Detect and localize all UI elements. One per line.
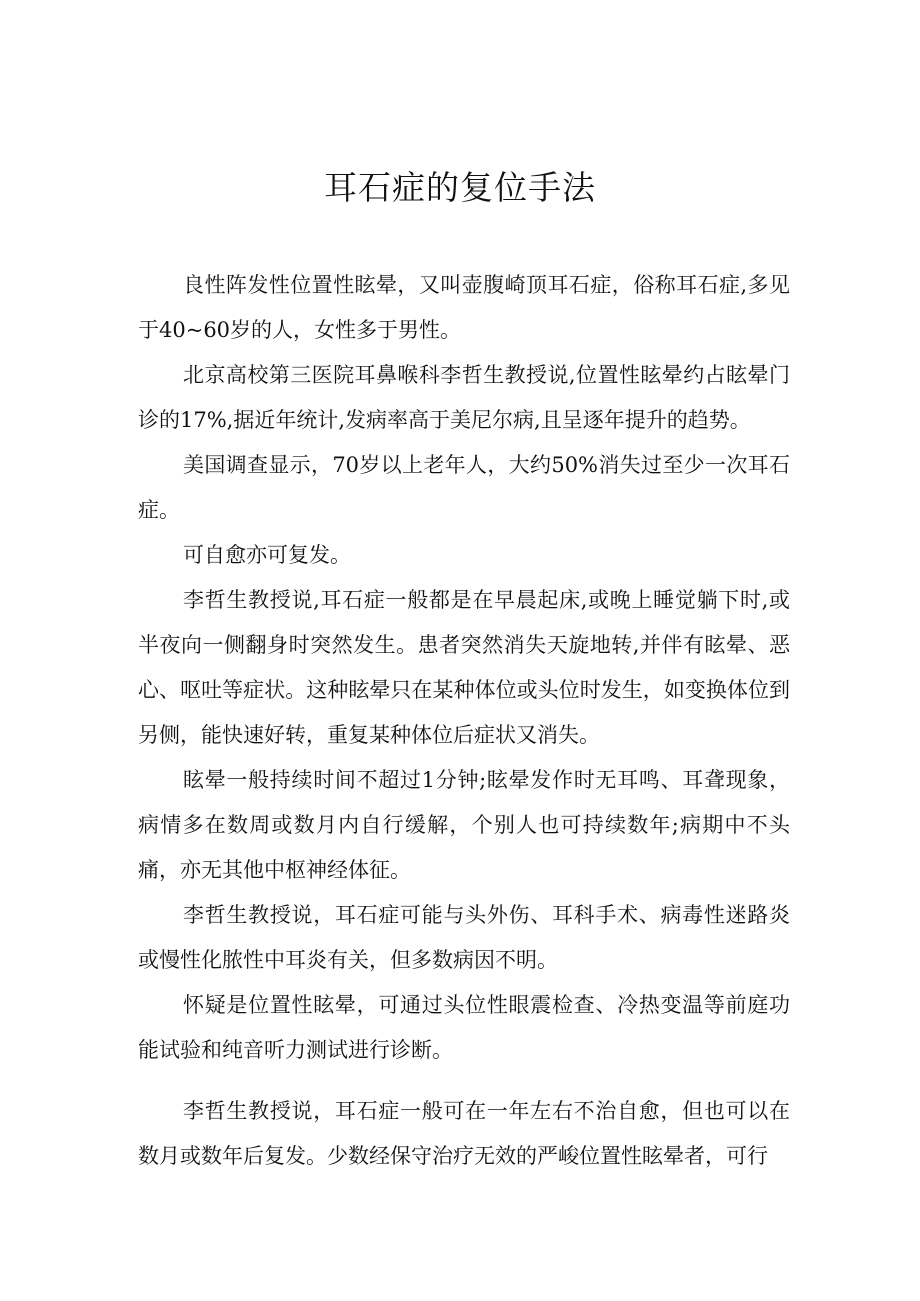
paragraph: 良性阵发性位置性眩晕，又叫壶腹崎顶耳石症，俗称耳石症,多见于40~60岁的人，女性多于男性。 [138,273,790,342]
paragraph: 北京高校第三医院耳鼻喉科李哲生教授说,位置性眩晕约占眩晕门诊的17%,据近年统计,发病率高于美尼尔病,且呈逐年提升的趋势。 [138,363,790,432]
paragraph: 李哲生教授说，耳石症可能与头外伤、耳科手术、病毒性迷路炎或慢性化脓性中耳炎有关，但多数病因不明。 [138,903,790,972]
document-title: 耳石症的复位手法 [324,168,596,207]
paragraph: 美国调查显示，70岁以上老年人，大约50%消失过至少一次耳石症。 [138,453,790,522]
paragraph: 眩晕一般持续时间不超过1分钟;眩晕发作时无耳鸣、耳聋现象，病情多在数周或数月内自行缓解，个别人也可持续数年;病期中不头痛，亦无其他中枢神经体征。 [138,768,790,882]
paragraph: 李哲生教授说，耳石症一般可在一年左右不治自愈，但也可以在数月或数年后复发。少数经保守治疗无效的严峻位置性眩晕者，可行 [138,1099,790,1168]
paragraph: 可自愈亦可复发。 [183,543,351,567]
document-body [138,263,790,1179]
paragraph: 怀疑是位置性眩晕，可通过头位性眼震检查、冷热变温等前庭功能试验和纯音听力测试进行诊断。 [138,993,790,1062]
paragraph: 李哲生教授说,耳石症一般都是在早晨起床,或晚上睡觉躺下时,或半夜向一侧翻身时突然发生。患者突然消失天旋地转,并伴有眩晕、恶心、呕吐等症状。这种眩晕只在某种体位或头位时发生，如变换体位到另侧，能快速好转，重复某种体位后症状又消失。 [138,588,790,747]
